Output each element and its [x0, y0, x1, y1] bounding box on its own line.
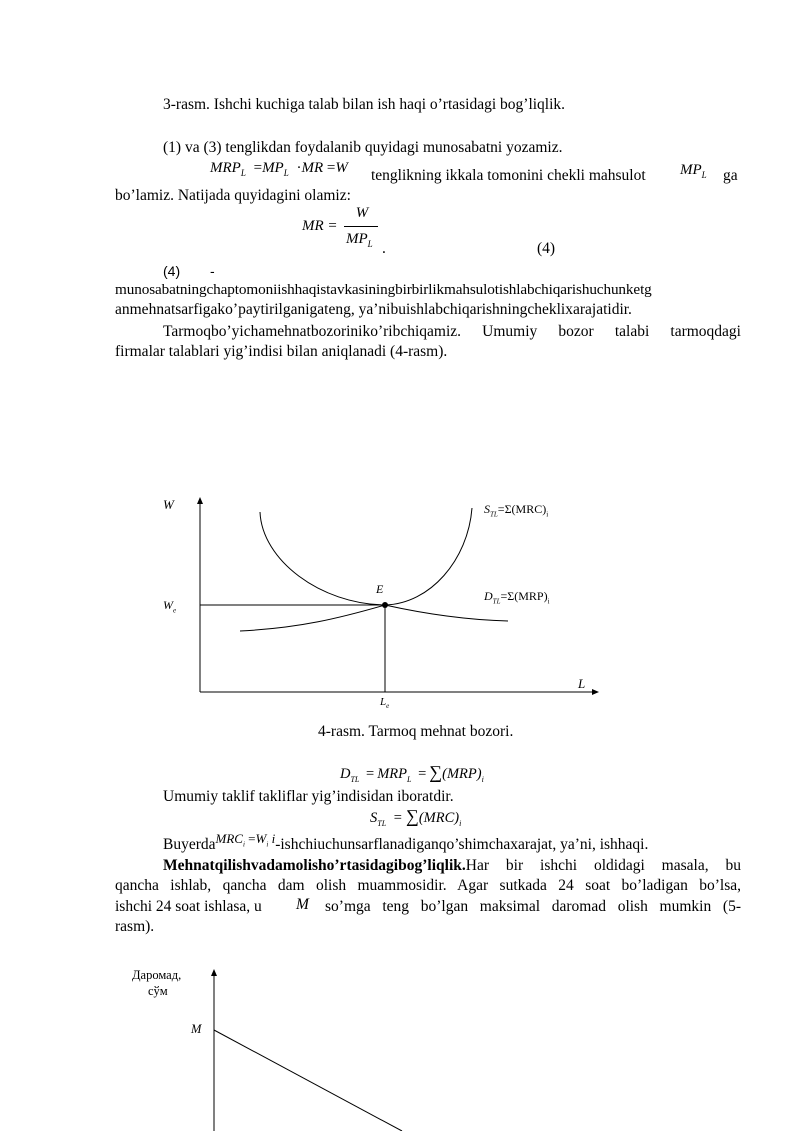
paragraph-intro: (1) va (3) tenglikdan foydalanib quyidagi munosabatni yozamiz. — [163, 139, 563, 156]
equation-mr-numerator: W — [355, 205, 369, 221]
paragraph-line: Tarmoqbo’yichamehnatbozoriniko’ribchiqamiz. Umumiy bozor talabi tarmoqdagi — [163, 323, 741, 340]
figure-4-caption: 4-rasm. Tarmoq mehnat bozori. — [318, 723, 514, 740]
mp-symbol: $MP_L$ — [680, 162, 707, 180]
paragraph-line: anmehnatsarfigako’paytirilganigateng, ya’nibuishlabchiqarishningcheklixarajatidir. — [115, 301, 632, 318]
paragraph-line: munosabatningchaptomoniishhaqistavkasiningbirbirlikmahsulotishlabchiqarishuchunketg — [115, 281, 652, 298]
paragraph-line: qancha ishlab, qancha dam olish muammosidir. Agar sutkada 24 soat bo’ladigan bo’lsa, — [115, 877, 741, 894]
figure-3-caption: 3-rasm. Ishchi kuchiga talab bilan ish haqi o’rtasidagi bog’liqlik. — [163, 96, 566, 113]
y-axis-label: W — [163, 497, 174, 512]
fig5-y-label: Даромад, — [132, 968, 182, 982]
demand-label: $D_{TL}=\Sigma(MRP)_i$ — [484, 589, 550, 606]
x-axis-label: L — [578, 676, 586, 691]
paragraph-line: ishchi 24 soat ishlasa, u — [115, 898, 262, 915]
supply-label: $S_{TL}=\Sigma(MRC)_i$ — [484, 502, 549, 519]
paragraph-line: firmalar talablari yig’indisi bilan aniqlanadi (4-rasm). — [115, 343, 448, 360]
fig5-m-label: M — [191, 1022, 202, 1036]
paragraph-supply: Umumiy taklif takliflar yig’indisidan iboratdir. — [163, 788, 454, 805]
dash: - — [210, 263, 215, 279]
paragraph-result: bo’lamiz. Natijada quyidagini olamiz: — [115, 187, 351, 204]
we-label: $W_e$ — [163, 598, 177, 615]
equation-number: (4) — [537, 240, 556, 257]
paragraph-line: rasm). — [115, 918, 155, 935]
equation-mr-denominator: $MP_L$ — [346, 231, 373, 249]
fig5-y-unit: сўм — [148, 984, 168, 998]
paragraph-line: Mehnatqilishvadamolisho’rtasidagibog’liqlik.Har bir ishchi oldidagi masala, bu — [163, 857, 741, 874]
eq-ref: (4) — [163, 263, 181, 279]
le-label: $L_e$ — [380, 696, 390, 711]
paragraph-divide: tenglikning ikkala tomonini chekli mahsulot — [371, 167, 646, 184]
equation-period: . — [382, 240, 386, 257]
equation-demand: $D_{TL} = MRP_L = \sum(MRP)_i$ — [340, 762, 484, 784]
paragraph-line: so’mga teng bo’lgan maksimal daromad olish mumkin (5- — [325, 898, 741, 915]
paragraph-buyerda: Buyerda$^{MRC_i =W_i i}$-ishchiuchunsarflanadiganqo’shimchaxarajat, ya’ni, ishhaqi. — [163, 831, 649, 853]
point-e-label: E — [376, 582, 384, 596]
m-symbol: M — [296, 896, 309, 913]
equation-mr-lhs: MR = — [302, 218, 338, 234]
text-ga: ga — [723, 167, 738, 184]
equation-supply: $S_{TL} = \sum(MRC)_i$ — [370, 806, 462, 828]
budget-line — [214, 1030, 402, 1131]
equation-mrp: $MRP_L =MP_L \cdot MR =W$ — [210, 160, 348, 178]
